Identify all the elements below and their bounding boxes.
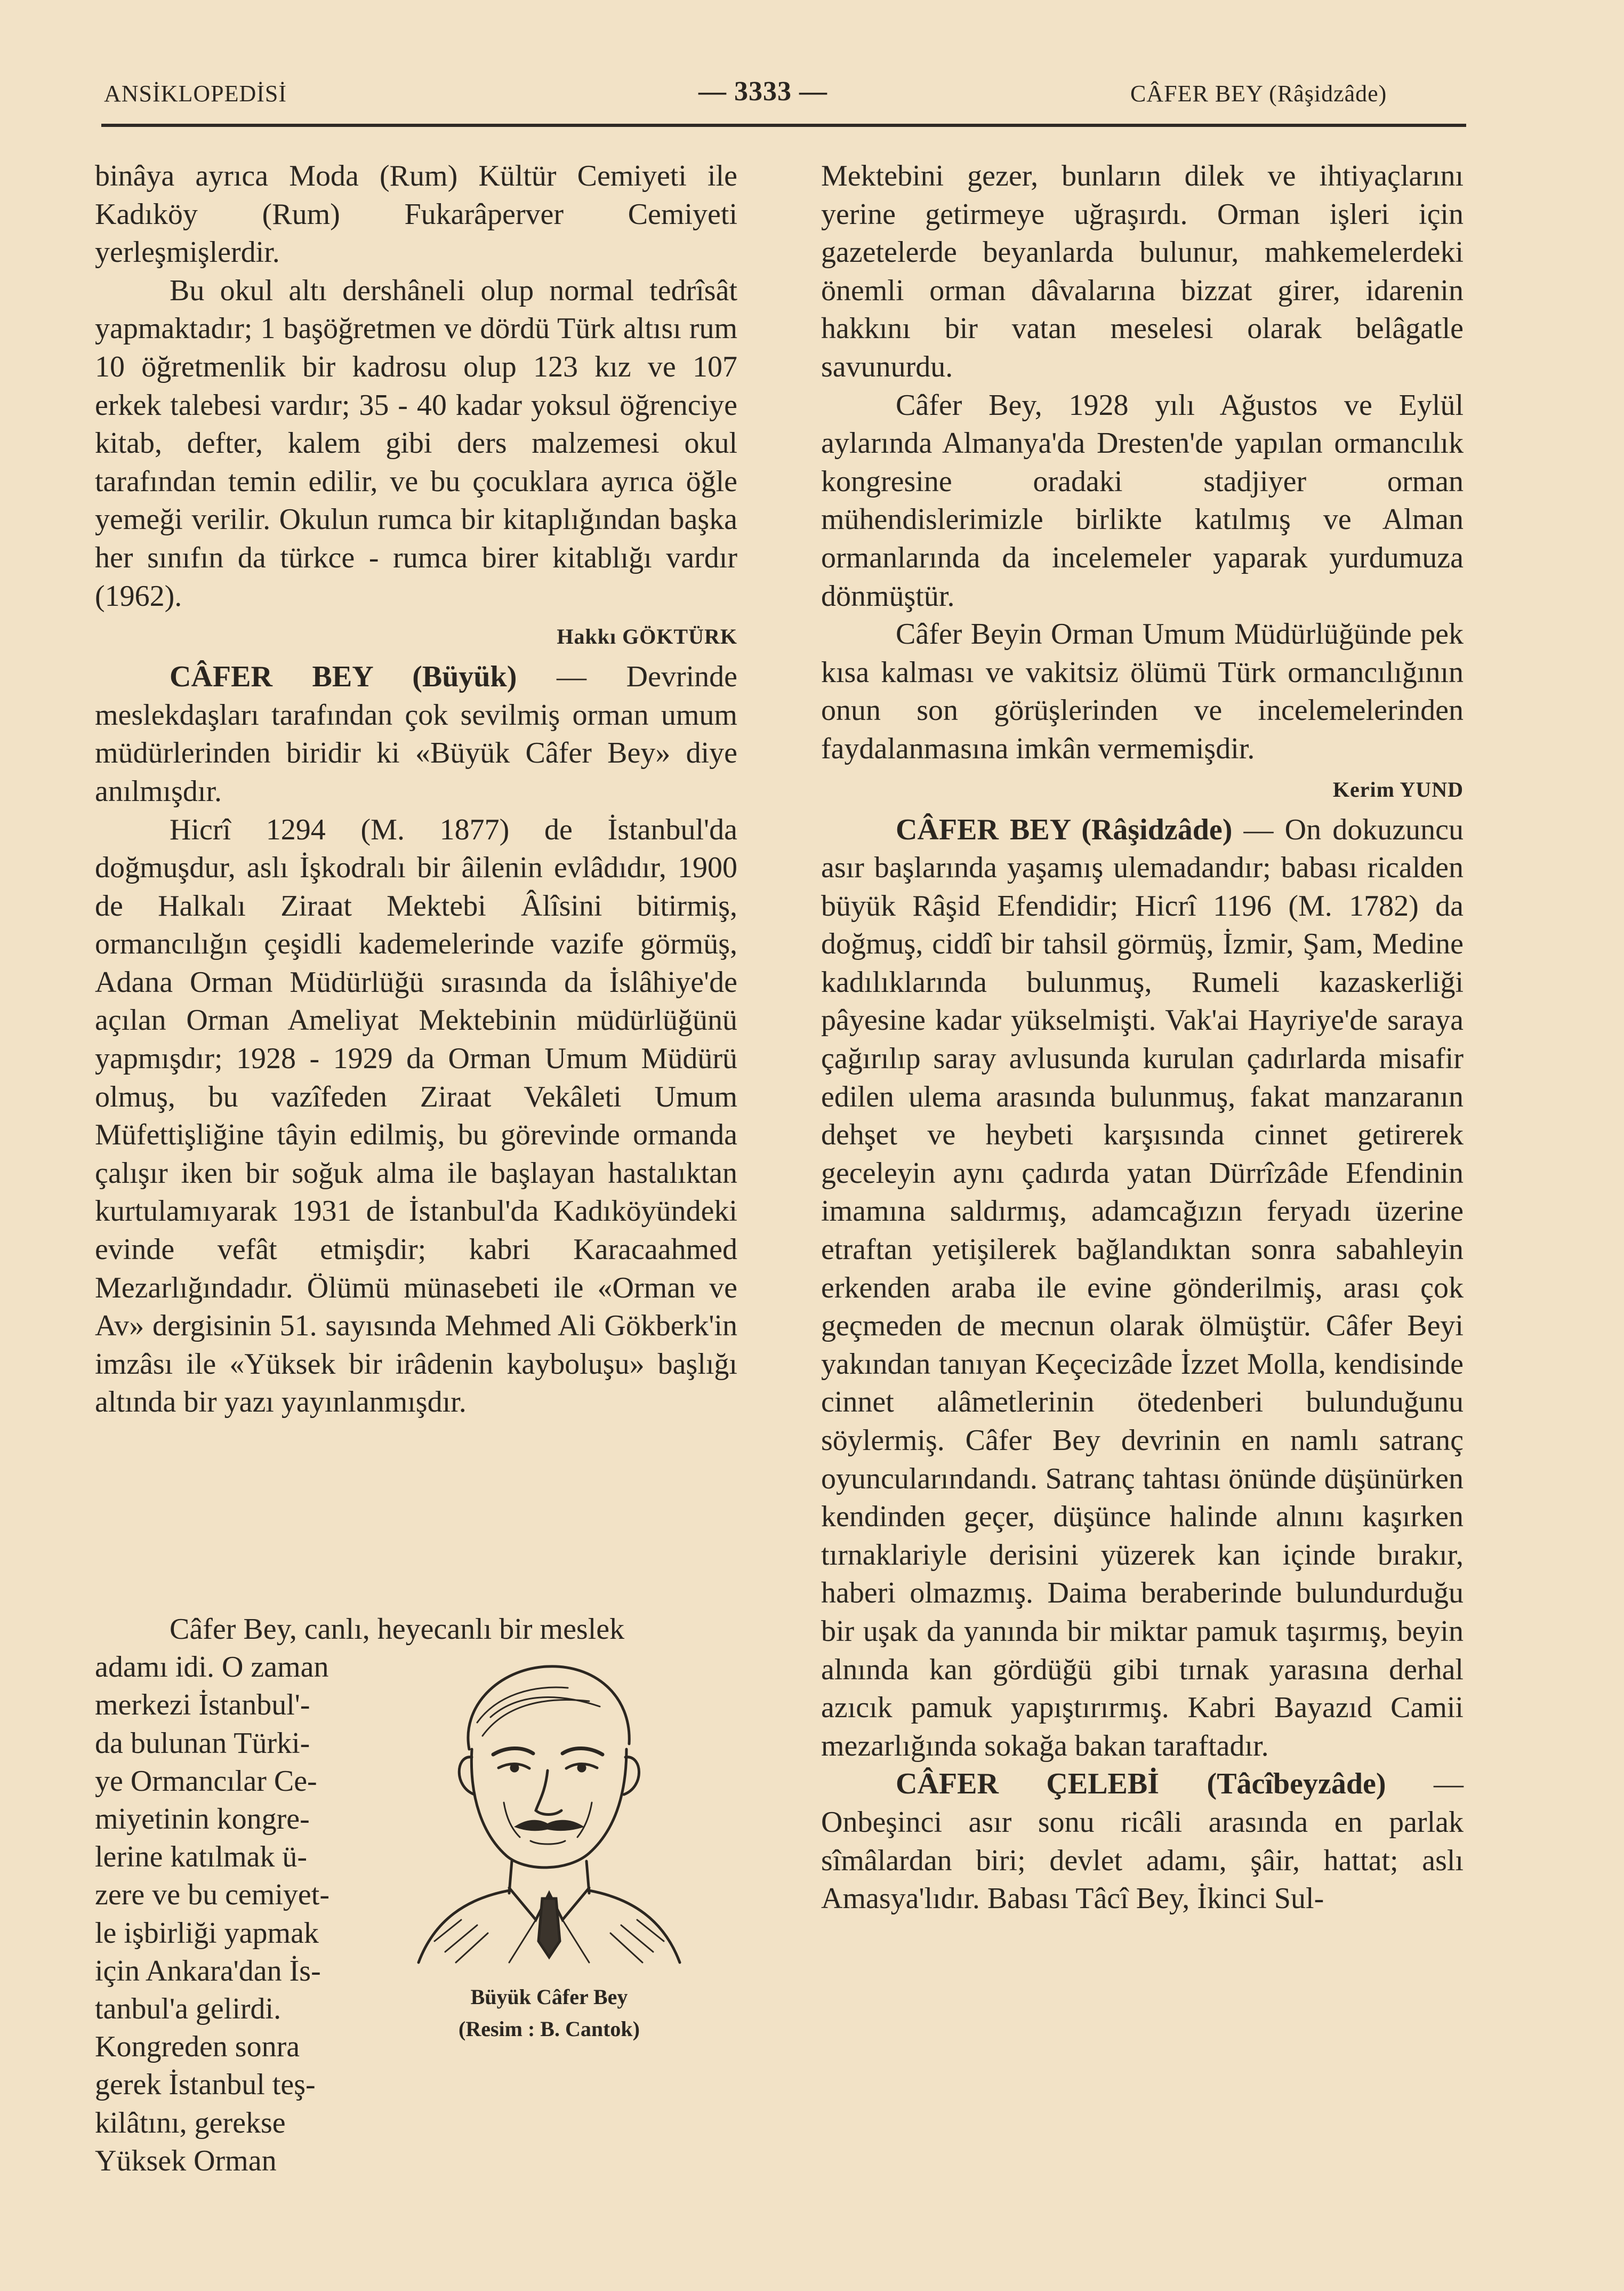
text-line: zere ve bu cemiyet-: [95, 1878, 329, 1912]
text-line: Kongreden sonra: [95, 2030, 300, 2064]
paragraph-congress: Câfer Bey, 1928 yılı Ağustos ve Eylül aylarında Almanya'da Dresten'de yapılan ormancılık kongresine oradaki stadjiyer orman mühendislerimizle birlikte katılmış ve Alman ormanlarında da incelemeler yaparak yurdumuza dönmüştür.: [821, 388, 1464, 613]
running-header-left: ANSİKLOPEDİSİ: [104, 81, 287, 107]
entry-text: — Devrinde meslekdaşları tarafından çok sevilmiş orman umum müdürlerinden biridir ki «Büyük Câfer Bey» diye anılmışdır.: [95, 660, 738, 808]
text-line: le işbirliği yapmak: [95, 1916, 319, 1950]
paragraph-legacy: Câfer Beyin Orman Umum Müdürlüğünde pek kısa kalması ve vakitsiz ölümü Türk ormancılığının onun son görüşlerinden ve incelemelerinden faydalanmasına imkân vermemişdir.: [821, 618, 1464, 765]
entry-heading: CÂFER BEY (Râşidzâde): [896, 813, 1233, 846]
entry-text: — On dokuzuncu asır başlarında yaşamış ulemadandır; babası ricalden büyük Râşid Efendidir; Hicrî 1196 (M. 1782) da doğmuş, ciddî bir tahsil görmüş, İzmir, Şam, Medine kadılıklarında bulunmuş, Rumeli kazaskerliği pâyesine kadar yükselmişti. Vak'ai Hayriye'de saraya çağırılıp saray avlusunda kurulan çadırlarda misafir edilen ulema arasında bulunmuş, fakat manzaranın dehşet ve heybeti karşısında cinnet getirerek geceleyin aynı çadırda yatan Dürrîzâde Efendinin imamına saldırmış, adamcağızın feryadı üzerine etraftan yetişilerek bağlandıktan sonra sabahleyin erkenden araba ile evine gönderilmiş, arası çok geçmeden de mecnun olarak ölmüştür. Câfer Beyi yakından tanıyan Keçecizâde İzzet Molla, kendisinde cinnet alâmetlerinin ötedenberi bulunduğunu söylermiş. Câfer Bey devrinin en namlı satranç oyuncularındandı. Satranç tahtası önünde düşünürken kendinden geçer, düşünce halinde alnını kaşırken tırnaklariyle derisini yüzerek kan içinde bırakır, haberi olmazmış. Daima beraberinde bulundurduğu bir uşak da yanında bir miktar pamuk taşırmış, beyin alnında kan gördüğü gibi tırnak yarasına derhal azıcık pamuk yapıştırırmış. Kabri Bayazıd Camii mezarlığında sokağa bakan taraftadır.: [821, 813, 1464, 1763]
text-line: tanbul'a gelirdi.: [95, 1992, 282, 2026]
text-line: lerine katılmak ü-: [95, 1840, 308, 1874]
entry-cafer-bey-rasidzade: [821, 811, 1464, 1766]
paragraph-continuation: Mektebini gezer, bunların dilek ve ihtiyaçlarını yerine getirmeye uğraşırdı. Orman işleri için gazetelerde beyanlarda bulunur, mahkemelerdeki önemli orman dâvalarına bizzat girer, idarenin hakkını bir vatan meselesi olarak belâgatle savunurdu.: [821, 159, 1464, 383]
text-line: kilâtını, gerekse: [95, 2106, 286, 2140]
text-line: adamı idi. O zaman: [95, 1651, 329, 1684]
entry-cafer-celebi: [821, 1765, 1464, 1918]
caption-credit: (Resim : B. Cantok): [459, 2017, 640, 2041]
entry-text: — Onbeşinci asır sonu ricâli arasında en parlak sîmâlardan biri; devlet adamı, şâir, hattat; aslı Amasya'lıdır. Babası Tâcî Bey, İkinci Sul-: [821, 1767, 1464, 1916]
author-signature: Hakkı GÖKTÜRK: [557, 624, 737, 649]
paragraph-biography: Hicrî 1294 (M. 1877) de İstanbul'da doğmuşdur, aslı İşkodralı bir âilenin evlâdıdır, 1900 de Halkalı Ziraat Mektebi Âlîsini bitirmiş, ormancılığın çeşidli kademelerinde vazife görmüş, Adana Orman Müdürlüğü sırasında da İslâhiye'de açılan Orman Ameliyat Mektebinin müdürlüğünü yapmışdır; 1928 - 1929 da Orman Umum Müdürü olmuş, bu vazîfeden Ziraat Vekâleti Umum Müfettişliğine tâyin edilmiş, bu görevinde ormanda çalışır iken bir soğuk alma ile başlayan hastalıktan kurtulamıyarak 1931 de İstanbul'da Kadıköyündeki evinde vefât etmişdir; kabri Karacaahmed Mezarlığındadır. Ölümü münasebeti ile «Orman ve Av» dergisinin 51. sayısında Mehmed Ali Gökberk'in imzâsı ile «Yüksek bir irâdenin kayboluşu» başlığı altında bir yazı yayınlanmışdır.: [95, 813, 737, 1419]
paragraph-school: Bu okul altı dershâneli olup normal tedrîsât yapmaktadır; 1 başöğretmen ve dördü Türk altısı rum 10 öğretmenlik bir kadrosu olup 123 kız ve 107 erkek talebesi vardır; 35 - 40 kadar yoksul öğrenciye kitab, defter, kalem gibi ders malzemesi okul tarafından temin edilir, ve bu çocuklara ayrıca öğle yemeği verilir. Okulun rumca bir kitaplığından başka her sınıfın da türkce - rumca birer kitablığı vardır (1962).: [95, 274, 737, 613]
right-column: [821, 157, 1464, 1918]
caption-title: Büyük Câfer Bey: [470, 1985, 628, 2009]
author-signature: Kerim YUND: [1332, 777, 1464, 802]
left-column: [95, 157, 737, 1422]
text-line: da bulunan Türki-: [95, 1726, 310, 1760]
paragraph-continuation: binâya ayrıca Moda (Rum) Kültür Cemiyeti ile Kadıköy (Rum) Fukarâperver Cemiyeti yerleşmişlerdir.: [95, 159, 737, 269]
text-line: Yüksek Orman: [95, 2144, 277, 2177]
text-line: merkezi İstanbul'-: [95, 1688, 310, 1722]
entry-cafer-bey-buyuk: [95, 658, 737, 811]
page-number: — 3333 —: [698, 76, 827, 107]
header-rule: [101, 124, 1466, 127]
running-header-right: CÂFER BEY (Râşidzâde): [1130, 81, 1387, 107]
text-line: için Ankara'dan İs-: [95, 1954, 321, 1988]
figure-caption: [405, 1981, 693, 2045]
text-line: gerek İstanbul teş-: [95, 2068, 316, 2102]
text-line: ye Ormancılar Ce-: [95, 1764, 317, 1798]
text-line: Câfer Bey, canlı, heyecanlı bir meslek: [170, 1613, 625, 1646]
entry-heading: CÂFER BEY (Büyük): [170, 660, 517, 694]
portrait-illustration: [376, 1643, 717, 1973]
entry-heading: CÂFER ÇELEBİ (Tâcîbeyzâde): [896, 1767, 1386, 1801]
text-line: miyetinin kongre-: [95, 1803, 310, 1836]
